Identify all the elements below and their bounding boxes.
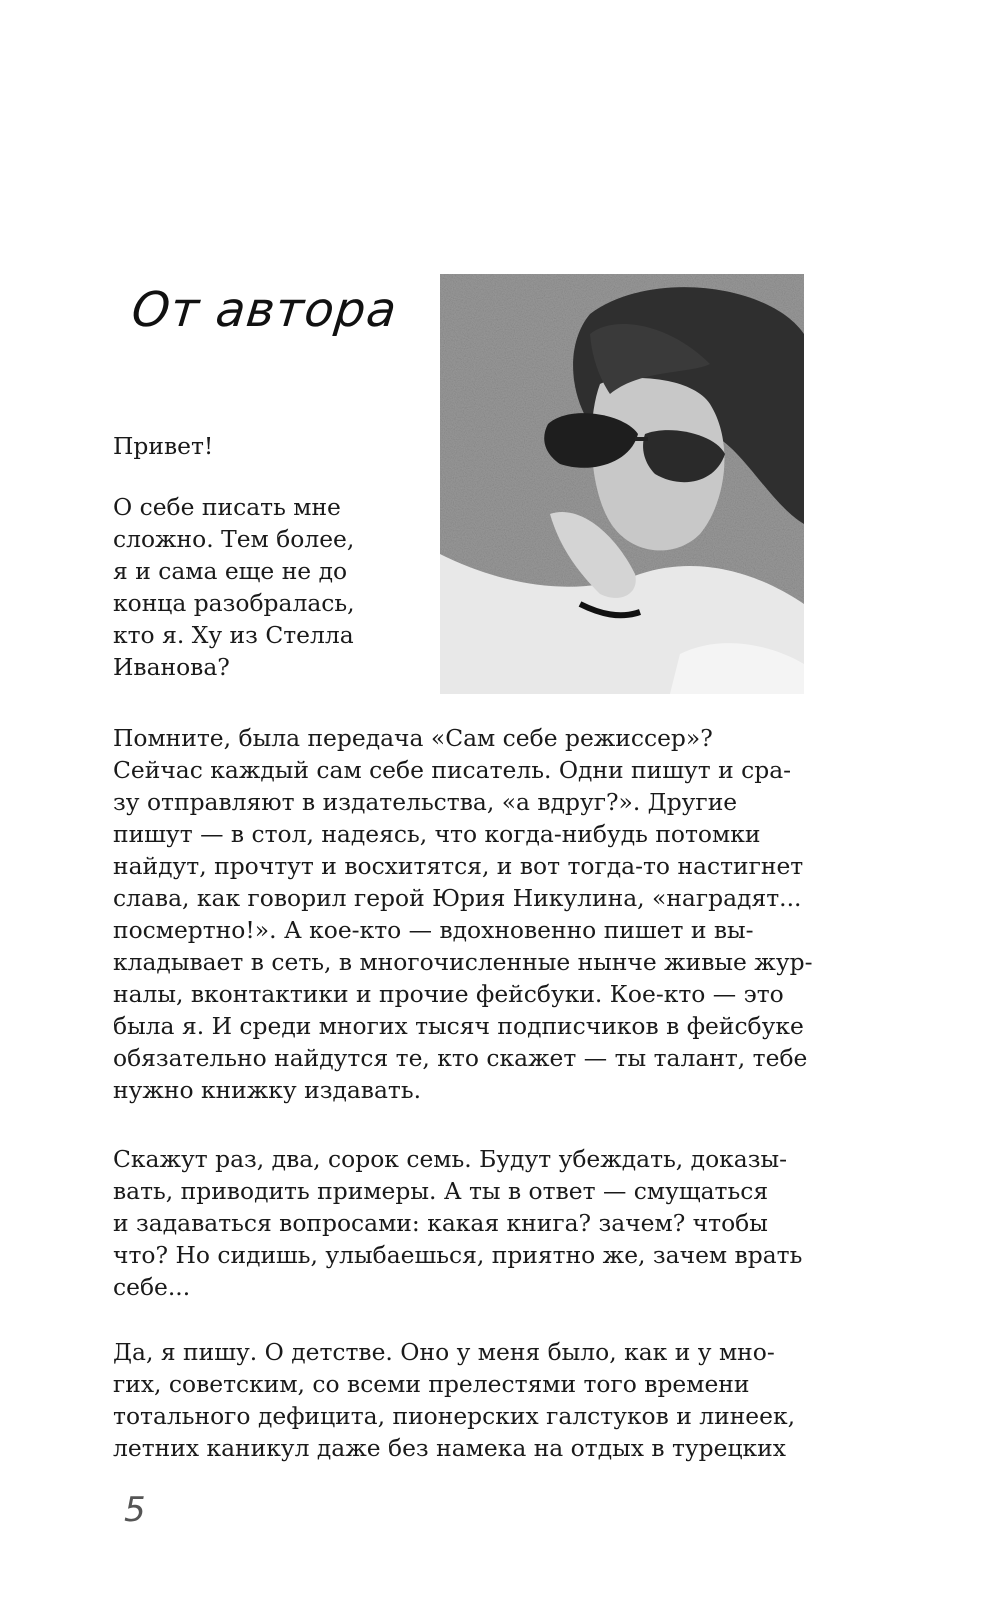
text-line: тотального дефицита, пионерских галстуков и линеек, [113,1402,796,1430]
page-heading: От автора [129,282,400,338]
text-line: и задаваться вопросами: какая книга? зачем? чтобы [113,1209,768,1237]
text-line: пишут — в стол, надеясь, что когда-нибудь потомки [113,820,761,848]
paragraph-3 [113,1336,795,1464]
text-line: сложно. Тем более, [113,525,355,553]
text-line: кладывает в сеть, в многочисленные нынче живые жур- [113,948,813,976]
paragraph-2 [113,1143,802,1303]
author-photo [440,274,804,694]
text-line: кто я. Ху из Стелла [113,621,354,649]
text-line: нужно книжку издавать. [113,1076,422,1104]
text-line: Иванова? [113,653,230,681]
intro-paragraph [113,491,355,683]
text-line: себе... [113,1273,191,1301]
text-line: конца разобралась, [113,589,355,617]
author-photo-image [440,274,804,694]
greeting [113,430,213,462]
text-line: гих, советским, со всеми прелестями того времени [113,1370,750,1398]
text-line: налы, вконтактики и прочие фейсбуки. Кое-кто — это [113,980,784,1008]
text-line: летних каникул даже без намека на отдых в турецких [113,1434,786,1462]
text-line: была я. И среди многих тысяч подписчиков в фейсбуке [113,1012,804,1040]
text-line: Сейчас каждый сам себе писатель. Одни пишут и сра- [113,756,792,784]
text-line: зу отправляют в издательства, «а вдруг?». Другие [113,788,738,816]
text-line: что? Но сидишь, улыбаешься, приятно же, зачем врать [113,1241,803,1269]
text-line: обязательно найдутся те, кто скажет — ты талант, тебе [113,1044,808,1072]
text-line: Помните, была передача «Сам себе режиссер»? [113,724,713,752]
text-line: слава, как говорил герой Юрия Никулина, «наградят... [113,884,802,912]
text-line: вать, приводить примеры. А ты в ответ — смущаться [113,1177,769,1205]
greeting-line: Привет! [113,432,214,460]
page-number: 5 [124,1490,146,1530]
text-line: Скажут раз, два, сорок семь. Будут убеждать, доказы- [113,1145,787,1173]
text-line: О себе писать мне [113,493,341,521]
text-line: найдут, прочтут и восхитятся, и вот тогда-то настигнет [113,852,804,880]
paragraph-1 [113,722,812,1106]
text-line: я и сама еще не до [113,557,348,585]
text-line: посмертно!». А кое-кто — вдохновенно пишет и вы- [113,916,754,944]
text-line: Да, я пишу. О детстве. Оно у меня было, как и у мно- [113,1338,775,1366]
